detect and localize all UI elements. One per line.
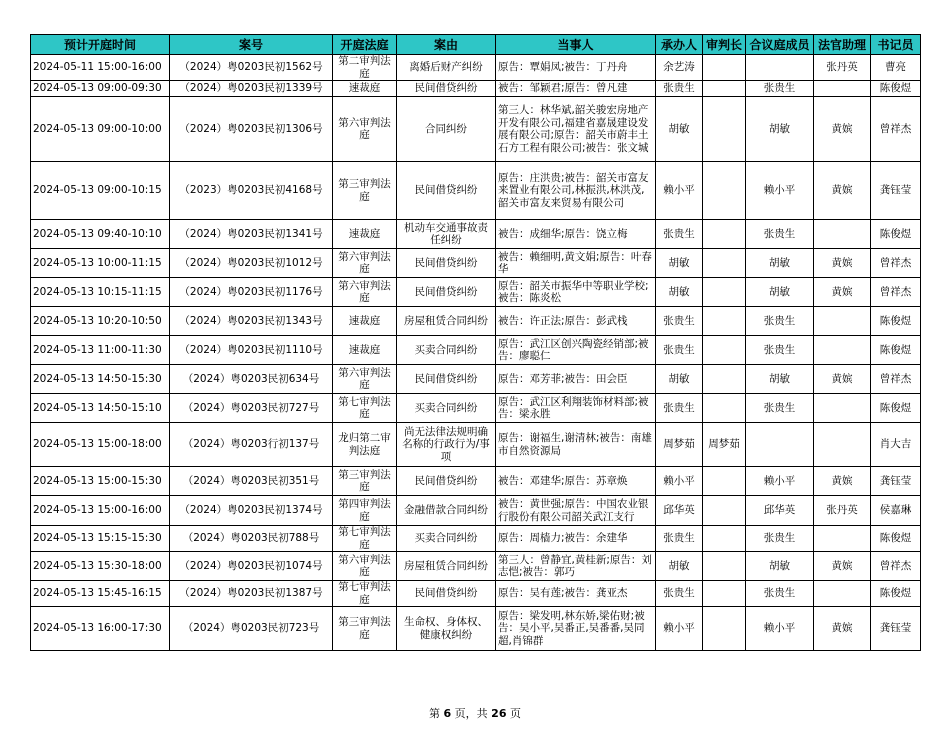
parties-cell: 原告：谢福生,谢清林;被告：南雄市自然资源局 [496, 423, 656, 467]
courtroom-cell: 速裁庭 [333, 81, 397, 97]
cause-cell: 民间借贷纠纷 [397, 162, 496, 220]
table-row [31, 278, 921, 307]
clerk-cell: 陈俊煜 [871, 81, 921, 97]
cause-cell: 民间借贷纠纷 [397, 467, 496, 496]
parties-cell: 第三人：曾静宜,黄桂新;原告：刘志恺;被告：郭巧 [496, 552, 656, 581]
chief-judge-cell [703, 278, 746, 307]
parties-cell: 原告：梁发明,林东娇,梁佑财;被告：吴小平,吴番正,吴番番,吴同超,肖锦群 [496, 607, 656, 651]
chief-judge-cell [703, 55, 746, 81]
presiding-judge-cell: 张贵生 [656, 307, 703, 336]
chief-judge-cell [703, 220, 746, 249]
table-row [31, 394, 921, 423]
chief-judge-cell [703, 581, 746, 607]
hearing-time-cell: 2024-05-13 16:00-17:30 [31, 607, 170, 651]
panel-members-cell: 邱华英 [746, 496, 814, 526]
header-hearing-time: 预计开庭时间 [31, 35, 170, 55]
case-number-cell: （2024）粤0203民初1387号 [170, 581, 333, 607]
courtroom-cell: 第二审判法庭 [333, 55, 397, 81]
clerk-cell: 曾祥杰 [871, 97, 921, 162]
judge-assistant-cell [814, 307, 871, 336]
presiding-judge-cell: 胡敏 [656, 552, 703, 581]
footer-middle: 页，共 [451, 707, 492, 720]
judge-assistant-cell [814, 220, 871, 249]
judge-assistant-cell: 黄嫔 [814, 607, 871, 651]
table-row [31, 55, 921, 81]
panel-members-cell: 张贵生 [746, 336, 814, 365]
courtroom-cell: 第六审判法庭 [333, 552, 397, 581]
cause-cell: 房屋租赁合同纠纷 [397, 307, 496, 336]
panel-members-cell: 胡敏 [746, 97, 814, 162]
table-row [31, 496, 921, 526]
panel-members-cell: 张贵生 [746, 307, 814, 336]
courtroom-cell: 第三审判法庭 [333, 467, 397, 496]
presiding-judge-cell: 张贵生 [656, 220, 703, 249]
parties-cell: 被告：邹颖君;原告：曾凡建 [496, 81, 656, 97]
presiding-judge-cell: 赖小平 [656, 162, 703, 220]
table-row [31, 162, 921, 220]
cause-cell: 买卖合同纠纷 [397, 394, 496, 423]
cause-cell: 民间借贷纠纷 [397, 581, 496, 607]
judge-assistant-cell [814, 336, 871, 365]
clerk-cell: 侯嘉琳 [871, 496, 921, 526]
hearing-time-cell: 2024-05-13 11:00-11:30 [31, 336, 170, 365]
clerk-cell: 曾祥杰 [871, 249, 921, 278]
case-number-cell: （2023）粤0203民初4168号 [170, 162, 333, 220]
chief-judge-cell [703, 162, 746, 220]
case-number-cell: （2024）粤0203民初1562号 [170, 55, 333, 81]
case-number-cell: （2024）粤0203民初1012号 [170, 249, 333, 278]
clerk-cell: 曹亮 [871, 55, 921, 81]
case-number-cell: （2024）粤0203民初723号 [170, 607, 333, 651]
courtroom-cell: 速裁庭 [333, 307, 397, 336]
chief-judge-cell [703, 496, 746, 526]
page-footer [0, 705, 950, 721]
header-clerk: 书记员 [871, 35, 921, 55]
clerk-cell: 龚钰莹 [871, 467, 921, 496]
case-number-cell: （2024）粤0203民初1110号 [170, 336, 333, 365]
parties-cell: 原告：邓芳菲;被告：田会臣 [496, 365, 656, 394]
cause-cell: 民间借贷纠纷 [397, 249, 496, 278]
judge-assistant-cell: 张丹英 [814, 55, 871, 81]
courtroom-cell: 第七审判法庭 [333, 581, 397, 607]
header-parties: 当事人 [496, 35, 656, 55]
cause-cell: 机动车交通事故责任纠纷 [397, 220, 496, 249]
panel-members-cell: 张贵生 [746, 581, 814, 607]
chief-judge-cell [703, 97, 746, 162]
footer-prefix: 第 [429, 707, 444, 720]
parties-cell: 第三人：林华斌,韶关骏宏房地产开发有限公司,福建省嘉晟建设发展有限公司;原告：韶关市蔚丰土石方工程有限公司;被告：张文城 [496, 97, 656, 162]
judge-assistant-cell: 黄嫔 [814, 552, 871, 581]
courtroom-cell: 第六审判法庭 [333, 97, 397, 162]
case-number-cell: （2024）粤0203民初788号 [170, 526, 333, 552]
header-panel-members: 合议庭成员 [746, 35, 814, 55]
clerk-cell: 陈俊煜 [871, 220, 921, 249]
hearing-time-cell: 2024-05-13 09:40-10:10 [31, 220, 170, 249]
courtroom-cell: 第四审判法庭 [333, 496, 397, 526]
case-number-cell: （2024）粤0203民初1074号 [170, 552, 333, 581]
table-row [31, 220, 921, 249]
table-row [31, 607, 921, 651]
cause-cell: 民间借贷纠纷 [397, 81, 496, 97]
cause-cell: 民间借贷纠纷 [397, 278, 496, 307]
clerk-cell: 龚钰莹 [871, 607, 921, 651]
courtroom-cell: 第七审判法庭 [333, 526, 397, 552]
panel-members-cell: 张贵生 [746, 526, 814, 552]
chief-judge-cell [703, 467, 746, 496]
panel-members-cell: 赖小平 [746, 467, 814, 496]
judge-assistant-cell: 张丹英 [814, 496, 871, 526]
judge-assistant-cell [814, 423, 871, 467]
parties-cell: 被告：许正法;原告：彭武栈 [496, 307, 656, 336]
parties-cell: 被告：成细华;原告：饶立梅 [496, 220, 656, 249]
footer-suffix: 页 [506, 707, 521, 720]
judge-assistant-cell: 黄嫔 [814, 97, 871, 162]
judge-assistant-cell: 黄嫔 [814, 162, 871, 220]
clerk-cell: 龚钰莹 [871, 162, 921, 220]
cause-cell: 离婚后财产纠纷 [397, 55, 496, 81]
header-cause: 案由 [397, 35, 496, 55]
hearing-time-cell: 2024-05-13 09:00-10:15 [31, 162, 170, 220]
cause-cell: 合同纠纷 [397, 97, 496, 162]
presiding-judge-cell: 张贵生 [656, 394, 703, 423]
presiding-judge-cell: 张贵生 [656, 581, 703, 607]
table-row [31, 467, 921, 496]
cause-cell: 生命权、身体权、健康权纠纷 [397, 607, 496, 651]
presiding-judge-cell: 胡敏 [656, 249, 703, 278]
courtroom-cell: 第三审判法庭 [333, 162, 397, 220]
table-body [31, 55, 921, 651]
table-row [31, 249, 921, 278]
clerk-cell: 陈俊煜 [871, 526, 921, 552]
courtroom-cell: 速裁庭 [333, 220, 397, 249]
clerk-cell: 陈俊煜 [871, 336, 921, 365]
cause-cell: 买卖合同纠纷 [397, 336, 496, 365]
panel-members-cell: 赖小平 [746, 162, 814, 220]
courtroom-cell: 第三审判法庭 [333, 607, 397, 651]
judge-assistant-cell [814, 81, 871, 97]
judge-assistant-cell [814, 526, 871, 552]
parties-cell: 原告：武江区利翔装饰材料部;被告：梁永胜 [496, 394, 656, 423]
presiding-judge-cell: 张贵生 [656, 81, 703, 97]
case-number-cell: （2024）粤0203民初351号 [170, 467, 333, 496]
panel-members-cell [746, 55, 814, 81]
hearing-time-cell: 2024-05-13 15:15-15:30 [31, 526, 170, 552]
judge-assistant-cell [814, 581, 871, 607]
clerk-cell: 肖大吉 [871, 423, 921, 467]
presiding-judge-cell: 胡敏 [656, 365, 703, 394]
chief-judge-cell [703, 307, 746, 336]
judge-assistant-cell: 黄嫔 [814, 467, 871, 496]
case-number-cell: （2024）粤0203行初137号 [170, 423, 333, 467]
judge-assistant-cell: 黄嫔 [814, 365, 871, 394]
parties-cell: 原告：覃娟凤;被告：丁丹舟 [496, 55, 656, 81]
hearing-time-cell: 2024-05-13 09:00-10:00 [31, 97, 170, 162]
cause-cell: 房屋租赁合同纠纷 [397, 552, 496, 581]
hearing-time-cell: 2024-05-13 15:00-15:30 [31, 467, 170, 496]
presiding-judge-cell: 周梦茹 [656, 423, 703, 467]
parties-cell: 原告：周樯力;被告：余建华 [496, 526, 656, 552]
table-row [31, 336, 921, 365]
case-number-cell: （2024）粤0203民初1374号 [170, 496, 333, 526]
courtroom-cell: 速裁庭 [333, 336, 397, 365]
panel-members-cell: 胡敏 [746, 552, 814, 581]
header-case-number: 案号 [170, 35, 333, 55]
courtroom-cell: 第六审判法庭 [333, 365, 397, 394]
hearing-time-cell: 2024-05-13 10:20-10:50 [31, 307, 170, 336]
presiding-judge-cell: 邱华英 [656, 496, 703, 526]
chief-judge-cell [703, 394, 746, 423]
hearing-time-cell: 2024-05-13 10:15-11:15 [31, 278, 170, 307]
parties-cell: 原告：庄洪贵;被告：韶关市富友来置业有限公司,林振洪,林洪茂,韶关市富友来贸易有限公司 [496, 162, 656, 220]
header-courtroom: 开庭法庭 [333, 35, 397, 55]
presiding-judge-cell: 余艺涛 [656, 55, 703, 81]
chief-judge-cell [703, 81, 746, 97]
judge-assistant-cell: 黄嫔 [814, 249, 871, 278]
hearing-time-cell: 2024-05-13 14:50-15:30 [31, 365, 170, 394]
case-number-cell: （2024）粤0203民初1306号 [170, 97, 333, 162]
presiding-judge-cell: 赖小平 [656, 467, 703, 496]
case-number-cell: （2024）粤0203民初1343号 [170, 307, 333, 336]
parties-cell: 原告：韶关市振华中等职业学校;被告：陈炎松 [496, 278, 656, 307]
case-number-cell: （2024）粤0203民初1339号 [170, 81, 333, 97]
cause-cell: 买卖合同纠纷 [397, 526, 496, 552]
hearing-time-cell: 2024-05-13 15:45-16:15 [31, 581, 170, 607]
hearing-time-cell: 2024-05-13 15:00-16:00 [31, 496, 170, 526]
hearing-schedule-table [30, 34, 921, 651]
hearing-time-cell: 2024-05-13 10:00-11:15 [31, 249, 170, 278]
clerk-cell: 陈俊煜 [871, 394, 921, 423]
hearing-time-cell: 2024-05-11 15:00-16:00 [31, 55, 170, 81]
clerk-cell: 曾祥杰 [871, 552, 921, 581]
presiding-judge-cell: 赖小平 [656, 607, 703, 651]
footer-total-pages: 26 [491, 707, 507, 720]
cause-cell: 民间借贷纠纷 [397, 365, 496, 394]
case-number-cell: （2024）粤0203民初1341号 [170, 220, 333, 249]
chief-judge-cell [703, 526, 746, 552]
panel-members-cell: 胡敏 [746, 249, 814, 278]
panel-members-cell: 胡敏 [746, 278, 814, 307]
case-number-cell: （2024）粤0203民初727号 [170, 394, 333, 423]
footer-page-number: 6 [443, 707, 452, 720]
judge-assistant-cell: 黄嫔 [814, 278, 871, 307]
presiding-judge-cell: 胡敏 [656, 278, 703, 307]
parties-cell: 原告：吴有莲;被告：龚亚杰 [496, 581, 656, 607]
courtroom-cell: 龙归第二审判法庭 [333, 423, 397, 467]
table-header-row [31, 35, 921, 55]
clerk-cell: 曾祥杰 [871, 365, 921, 394]
panel-members-cell: 张贵生 [746, 220, 814, 249]
parties-cell: 被告：黄世强;原告：中国农业银行股份有限公司韶关武江支行 [496, 496, 656, 526]
table-row [31, 97, 921, 162]
case-number-cell: （2024）粤0203民初1176号 [170, 278, 333, 307]
courtroom-cell: 第六审判法庭 [333, 278, 397, 307]
hearing-time-cell: 2024-05-13 09:00-09:30 [31, 81, 170, 97]
cause-cell: 尚无法律法规明确名称的行政行为/事项 [397, 423, 496, 467]
hearing-time-cell: 2024-05-13 15:30-18:00 [31, 552, 170, 581]
courtroom-cell: 第六审判法庭 [333, 249, 397, 278]
panel-members-cell: 张贵生 [746, 81, 814, 97]
panel-members-cell: 赖小平 [746, 607, 814, 651]
presiding-judge-cell: 张贵生 [656, 526, 703, 552]
clerk-cell: 曾祥杰 [871, 278, 921, 307]
chief-judge-cell: 周梦茹 [703, 423, 746, 467]
chief-judge-cell [703, 607, 746, 651]
parties-cell: 原告：武江区创兴陶瓷经销部;被告：廖聪仁 [496, 336, 656, 365]
clerk-cell: 陈俊煜 [871, 307, 921, 336]
table-row [31, 365, 921, 394]
header-chief-judge: 审判长 [703, 35, 746, 55]
cause-cell: 金融借款合同纠纷 [397, 496, 496, 526]
table-row [31, 307, 921, 336]
table-row [31, 581, 921, 607]
table-row [31, 423, 921, 467]
chief-judge-cell [703, 365, 746, 394]
panel-members-cell: 胡敏 [746, 365, 814, 394]
presiding-judge-cell: 张贵生 [656, 336, 703, 365]
chief-judge-cell [703, 249, 746, 278]
header-judge-assistant: 法官助理 [814, 35, 871, 55]
clerk-cell: 陈俊煜 [871, 581, 921, 607]
case-number-cell: （2024）粤0203民初634号 [170, 365, 333, 394]
presiding-judge-cell: 胡敏 [656, 97, 703, 162]
hearing-time-cell: 2024-05-13 15:00-18:00 [31, 423, 170, 467]
hearing-time-cell: 2024-05-13 14:50-15:10 [31, 394, 170, 423]
parties-cell: 被告：赖细明,黄文娟;原告：叶春华 [496, 249, 656, 278]
chief-judge-cell [703, 336, 746, 365]
panel-members-cell [746, 423, 814, 467]
table-row [31, 81, 921, 97]
table-row [31, 552, 921, 581]
header-presiding-judge: 承办人 [656, 35, 703, 55]
parties-cell: 被告：邓建华;原告：苏章焕 [496, 467, 656, 496]
table-row [31, 526, 921, 552]
courtroom-cell: 第七审判法庭 [333, 394, 397, 423]
chief-judge-cell [703, 552, 746, 581]
judge-assistant-cell [814, 394, 871, 423]
panel-members-cell: 张贵生 [746, 394, 814, 423]
